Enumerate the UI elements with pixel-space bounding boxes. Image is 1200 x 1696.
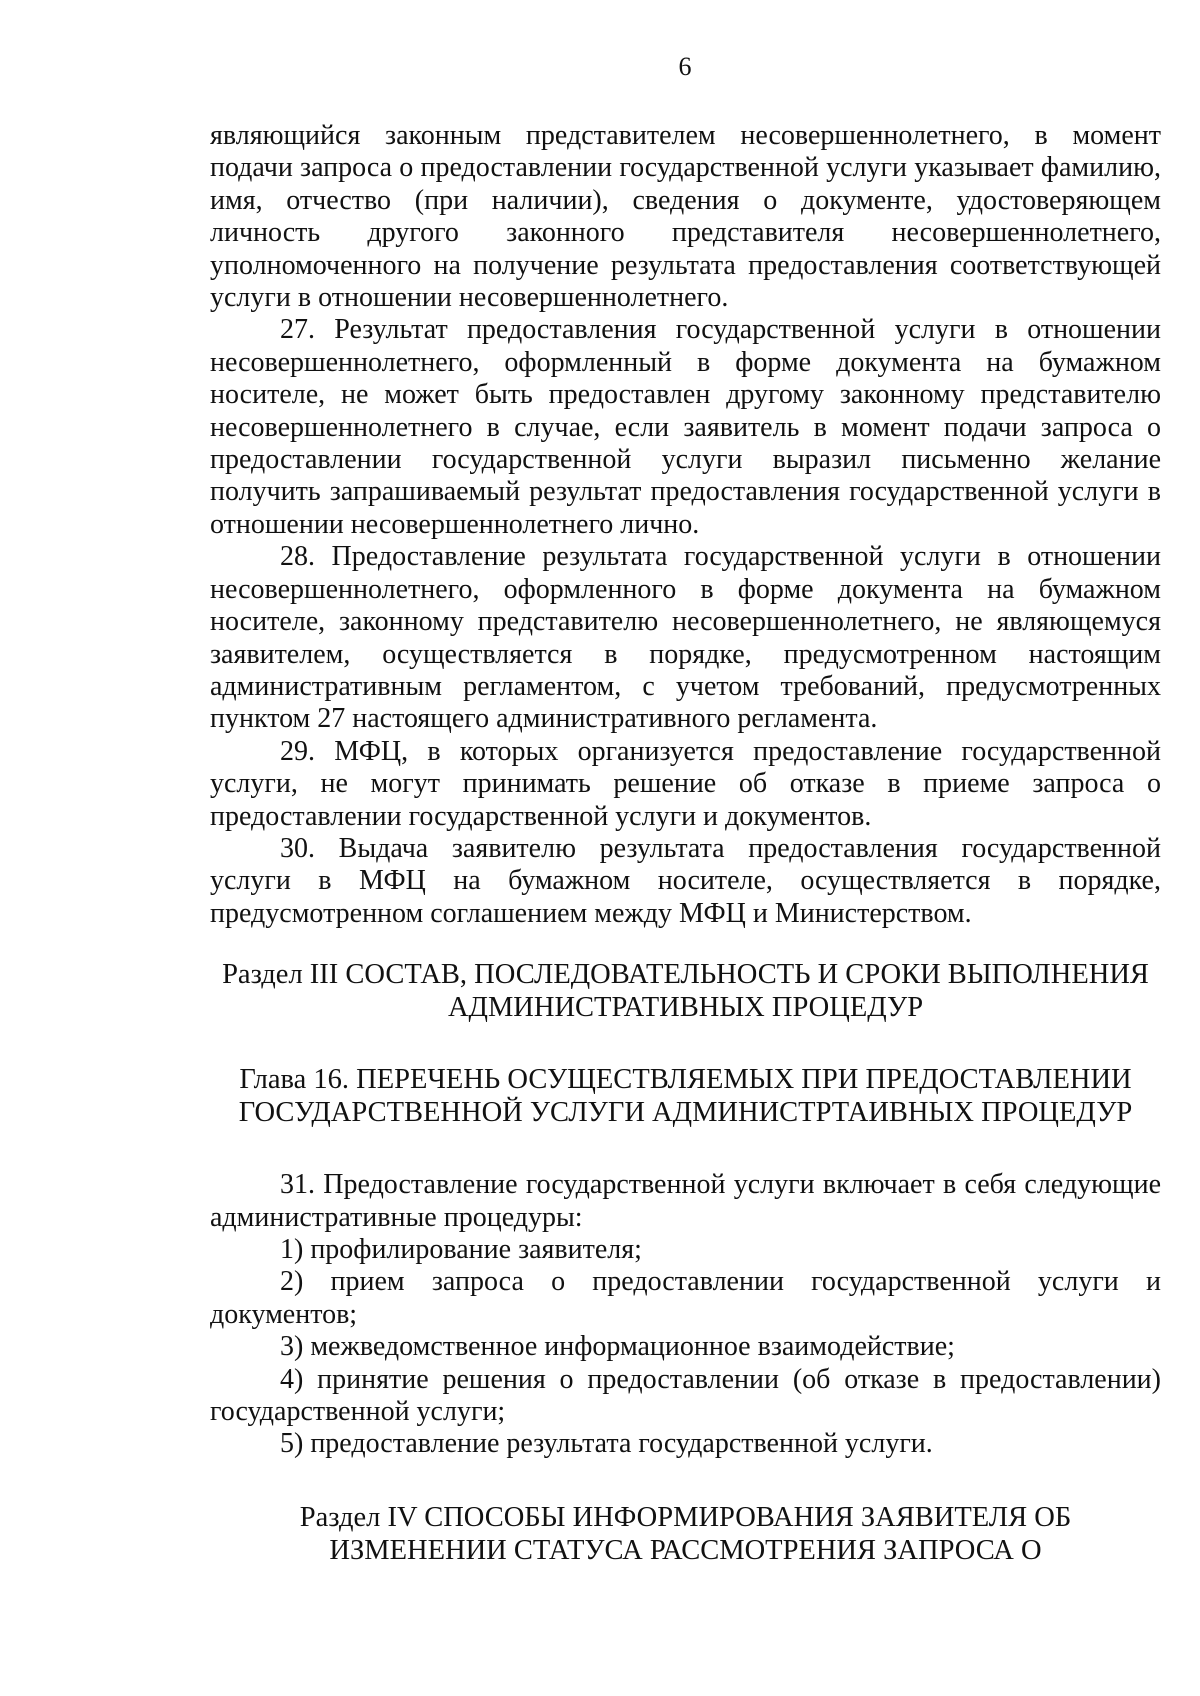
chapter-16-heading: [210, 1063, 1161, 1129]
chapter-16-heading-line-1: Глава 16. ПЕРЕЧЕНЬ ОСУЩЕСТВЛЯЕМЫХ ПРИ ПРЕДОСТАВЛЕНИИ: [239, 1064, 1132, 1096]
paragraph-31: 31. Предоставление государственной услуги включает в себя следующие административные процедуры:: [210, 1169, 1161, 1233]
document-body: [210, 120, 1161, 1567]
list-item-request-intake: 2) прием запроса о предоставлении государственной услуги и документов;: [210, 1266, 1161, 1330]
section-3-heading: [210, 958, 1161, 1024]
paragraph-28: 28. Предоставление результата государственной услуги в отношении несовершеннолетнего, оформленного в форме документа на бумажном носителе, законному представителю несовершеннолетнего, не являющемуся заявителем, осуществляется в порядке, предусмотренном настоящим административным регламентом, с учетом требований, предусмотренных пунктом 27 настоящего административного регламента.: [210, 541, 1161, 735]
section-4-heading-line-1: Раздел IV СПОСОБЫ ИНФОРМИРОВАНИЯ ЗАЯВИТЕЛЯ ОБ: [299, 1501, 1072, 1533]
section-3-heading-line-1: Раздел III СОСТАВ, ПОСЛЕДОВАТЕЛЬНОСТЬ И СРОКИ ВЫПОЛНЕНИЯ: [222, 959, 1149, 991]
page-number: 6: [678, 52, 692, 81]
section-4-heading-line-2: ИЗМЕНЕНИИ СТАТУСА РАССМОТРЕНИЯ ЗАПРОСА О: [329, 1534, 1042, 1566]
paragraph-30: 30. Выдача заявителю результата предоставления государственной услуги в МФЦ на бумажном носителе, осуществляется в порядке, предусмотренном соглашением между МФЦ и Министерством.: [210, 832, 1161, 929]
section-4-heading: [210, 1501, 1161, 1567]
chapter-16-heading-line-2: ГОСУДАРСТВЕННОЙ УСЛУГИ АДМИНИСТРТАИВНЫХ ПРОЦЕДУР: [238, 1097, 1133, 1129]
list-item-decision: 4) принятие решения о предоставлении (об отказе в предоставлении) государственной услуги;: [210, 1363, 1161, 1427]
paragraph-26-continued: являющийся законным представителем несовершеннолетнего, в момент подачи запроса о предоставлении государственной услуги указывает фамилию, имя, отчество (при наличии), сведения о документе, удостоверяющем личность другого законного представителя несовершеннолетнего, уполномоченного на получение результата предоставления соответствующей услуги в отношении несовершеннолетнего.: [210, 120, 1161, 314]
section-3-heading-line-2: АДМИНИСТРАТИВНЫХ ПРОЦЕДУР: [447, 992, 924, 1024]
paragraph-27: 27. Результат предоставления государственной услуги в отношении несовершеннолетнего, оформленный в форме документа на бумажном носителе, не может быть предоставлен другому законному представителю несовершеннолетнего в случае, если заявитель в момент подачи запроса о предоставлении государственной услуги выразил письменно желание получить запрашиваемый результат предоставления государственной услуги в отношении несовершеннолетнего лично.: [210, 314, 1161, 540]
list-item-result-provision: 5) предоставление результата государственной услуги.: [280, 1428, 933, 1460]
paragraph-29: 29. МФЦ, в которых организуется предоставление государственной услуги, не могут принимать решение об отказе в приеме запроса о предоставлении государственной услуги и документов.: [210, 735, 1161, 832]
list-item-interagency-interaction: 3) межведомственное информационное взаимодействие;: [280, 1331, 955, 1363]
list-item-profiling: 1) профилирование заявителя;: [280, 1233, 642, 1265]
